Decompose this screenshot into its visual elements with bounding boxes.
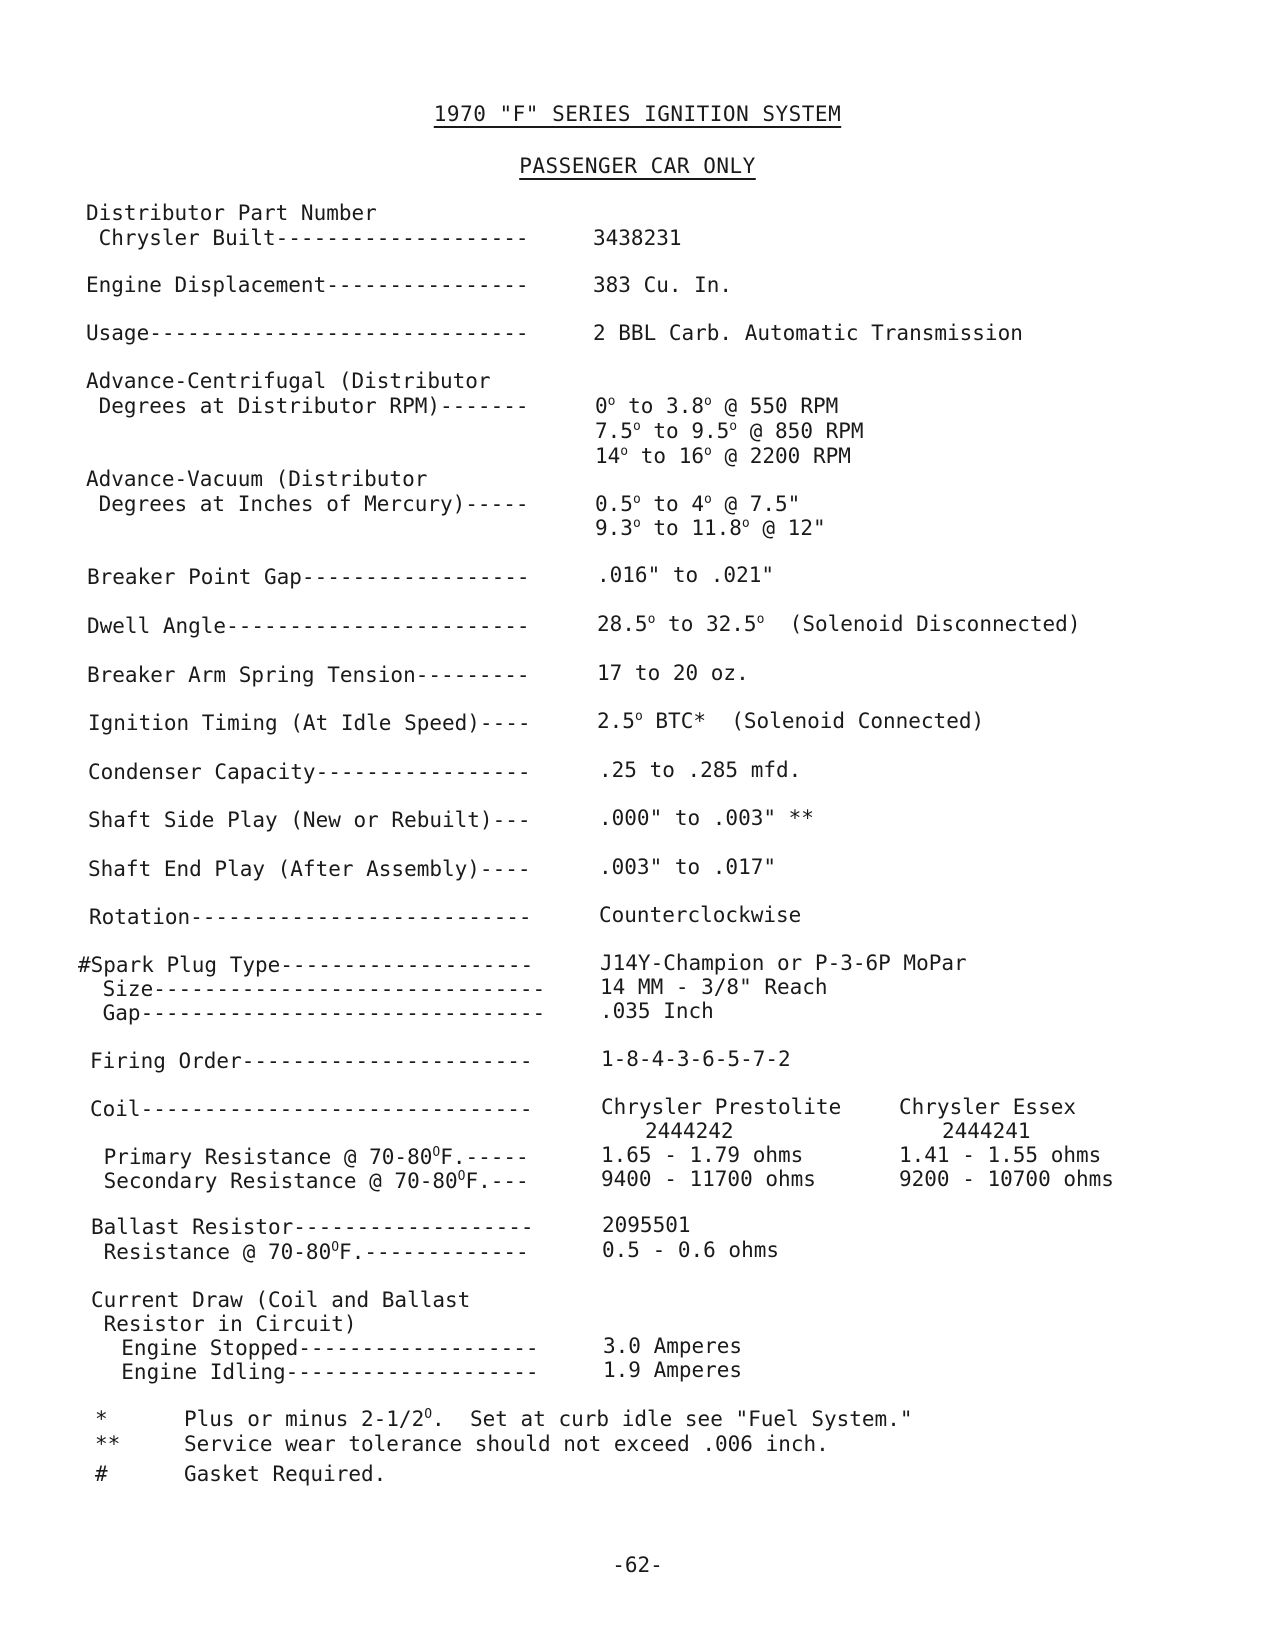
coil-prestolite-number: 2444242 [645, 1119, 734, 1143]
distributor-part-number-value: 3438231 [593, 226, 682, 250]
centrifugal-value-1: 0$^o$ to 3.8$^o$ @ 550 RPM [595, 394, 839, 418]
engine-stopped-label: Engine Stopped------------------- [96, 1336, 539, 1360]
advance-centrifugal-label: Advance-Centrifugal (Distributor [86, 369, 491, 393]
shaft-side-play-label: Shaft Side Play (New or Rebuilt)--- [88, 808, 531, 832]
resistor-in-circuit-label: Resistor in Circuit) [91, 1312, 357, 1336]
centrifugal-value-2: 7.5$^o$ to 9.5$^o$ @ 850 RPM [595, 419, 864, 443]
ballast-resistance-value: 0.5 - 0.6 ohms [602, 1238, 780, 1262]
coil-essex-number: 2444241 [942, 1119, 1031, 1143]
page-subtitle: PASSENGER CAR ONLY [519, 154, 756, 178]
vacuum-value-2: 9.3$^o$ to 11.8$^o$ @ 12" [595, 516, 826, 540]
shaft-side-play-value: .000" to .003" ** [599, 806, 814, 830]
primary-resistance-prestolite: 1.65 - 1.79 ohms [601, 1143, 804, 1167]
footnote-text-3: Gasket Required. [184, 1462, 387, 1486]
ballast-resistor-label: Ballast Resistor------------------- [91, 1215, 534, 1239]
spark-plug-type-value: J14Y-Champion or P-3-6P MoPar [600, 951, 967, 975]
ignition-timing-label: Ignition Timing (At Idle Speed)---- [88, 711, 531, 735]
coil-label: Coil------------------------------- [90, 1097, 533, 1121]
rotation-label: Rotation--------------------------- [89, 905, 532, 929]
distributor-label: Distributor Part Number [86, 201, 377, 225]
secondary-resistance-prestolite: 9400 - 11700 ohms [601, 1167, 816, 1191]
firing-order-value: 1-8-4-3-6-5-7-2 [601, 1047, 791, 1071]
shaft-end-play-value: .003" to .017" [599, 855, 777, 879]
engine-idling-value: 1.9 Amperes [603, 1358, 743, 1382]
coil-prestolite-name: Chrysler Prestolite [601, 1095, 842, 1119]
secondary-resistance-essex: 9200 - 10700 ohms [899, 1167, 1114, 1191]
spark-plug-gap-value: .035 Inch [600, 999, 714, 1023]
advance-vacuum-label: Advance-Vacuum (Distributor [86, 467, 428, 491]
engine-idling-label: Engine Idling-------------------- [96, 1360, 539, 1384]
ballast-resistor-value: 2095501 [602, 1213, 691, 1237]
chrysler-built-label: Chrysler Built-------------------- [86, 226, 529, 250]
ignition-timing-value: 2.5$^o$ BTC* (Solenoid Connected) [597, 709, 985, 733]
condenser-capacity-value: .25 to .285 mfd. [599, 758, 802, 782]
spring-tension-label: Breaker Arm Spring Tension--------- [87, 663, 530, 687]
rotation-value: Counterclockwise [599, 903, 802, 927]
centrifugal-value-3: 14$^o$ to 16$^o$ @ 2200 RPM [595, 444, 851, 468]
footnote-mark-2: ** [95, 1432, 121, 1456]
firing-order-label: Firing Order----------------------- [90, 1049, 533, 1073]
secondary-resistance-label: Secondary Resistance @ $70-80^OF.---$ [91, 1169, 529, 1193]
page-number: -62- [612, 1553, 663, 1577]
degrees-inches-mercury-label: Degrees at Inches of Mercury)----- [86, 492, 529, 516]
usage-label: Usage------------------------------ [86, 321, 529, 345]
current-draw-label: Current Draw (Coil and Ballast [91, 1288, 471, 1312]
spark-plug-size-value: 14 MM - 3/8" Reach [600, 975, 828, 999]
spark-plug-size-label: Size------------------------------- [90, 977, 546, 1001]
primary-resistance-label: Primary Resistance @ $70-80^OF.-----$ [91, 1145, 529, 1169]
breaker-point-gap-value: .016" to .021" [597, 563, 775, 587]
ballast-resistance-label: Resistance @ $70-80^OF.-------------$ [91, 1240, 529, 1264]
footnote-mark-3: # [95, 1462, 108, 1486]
degrees-distributor-rpm-label: Degrees at Distributor RPM)------- [86, 394, 529, 418]
vacuum-value-1: 0.5$^o$ to 4$^o$ @ 7.5" [595, 492, 801, 516]
condenser-capacity-label: Condenser Capacity----------------- [88, 760, 531, 784]
spark-plug-gap-label: Gap-------------------------------- [90, 1001, 546, 1025]
engine-displacement-value: 383 Cu. In. [593, 273, 733, 297]
page-title: 1970 "F" SERIES IGNITION SYSTEM [433, 102, 842, 126]
coil-essex-name: Chrysler Essex [899, 1095, 1077, 1119]
dwell-angle-value: 28.5$^o$ to 32.5$^o$ (Solenoid Disconnected) [597, 612, 1081, 636]
primary-resistance-essex: 1.41 - 1.55 ohms [899, 1143, 1102, 1167]
footnote-text-2: Service wear tolerance should not exceed .006 inch. [184, 1432, 829, 1456]
usage-value: 2 BBL Carb. Automatic Transmission [593, 321, 1023, 345]
engine-displacement-label: Engine Displacement---------------- [86, 273, 529, 297]
engine-stopped-value: 3.0 Amperes [603, 1334, 743, 1358]
shaft-end-play-label: Shaft End Play (After Assembly)---- [88, 857, 531, 881]
spark-plug-type-label: #Spark Plug Type-------------------- [78, 953, 534, 977]
dwell-angle-label: Dwell Angle------------------------ [87, 614, 530, 638]
footnote-text-1: Plus or minus $2-1/2^O$. Set at curb idle see "Fuel System." [184, 1407, 913, 1431]
breaker-point-gap-label: Breaker Point Gap------------------ [87, 565, 530, 589]
spring-tension-value: 17 to 20 oz. [597, 661, 749, 685]
footnote-mark-1: * [95, 1407, 108, 1431]
